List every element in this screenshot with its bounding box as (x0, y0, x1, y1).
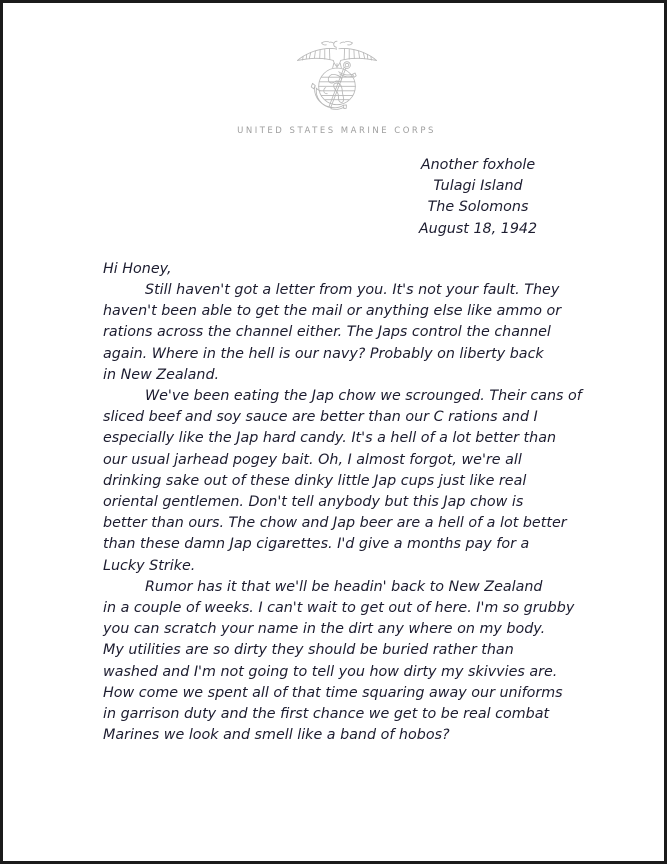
usmc-eagle-globe-anchor-icon (289, 29, 385, 123)
paper-sheet (3, 3, 664, 861)
paragraph-line: better than ours. The chow and Jap beer are a hell of a lot better (103, 515, 567, 532)
paragraph-line: you can scratch your name in the dirt any where on my body. (103, 621, 546, 638)
address-line-island: Tulagi Island (433, 178, 523, 195)
address-line-region: The Solomons (427, 199, 529, 216)
paragraph-line (103, 577, 583, 598)
paragraph-line-text: Rumor has it that we'll be headin' back to New Zealand (145, 578, 543, 595)
address-date-block (378, 155, 578, 240)
paragraph-line (103, 280, 583, 301)
paragraph-line: washed and I'm not going to tell you how dirty my skivvies are. (103, 663, 558, 680)
paragraph-line: My utilities are so dirty they should be buried rather than (103, 642, 514, 659)
paragraph-line: again. Where in the hell is our navy? Probably on liberty back (103, 345, 544, 362)
letter-paragraphs (103, 280, 583, 746)
paragraph-line: Marines we look and smell like a band of hobos? (103, 727, 450, 744)
paragraph-line: sliced beef and soy sauce are better than our C rations and I (103, 409, 538, 426)
paragraph-line (103, 386, 583, 407)
paragraph-line-text: We've been eating the Jap chow we scrounged. Their cans of (145, 388, 582, 405)
paragraph-line-text: Still haven't got a letter from you. It's not your fault. They (145, 282, 560, 298)
address-line-location: Another foxhole (420, 157, 536, 173)
paragraph-line: our usual jarhead pogey bait. Oh, I almost forgot, we're all (103, 451, 522, 468)
paragraph-line: in a couple of weeks. I can't wait to get out of here. I'm so grubby (103, 600, 575, 617)
paragraph-line: rations across the channel either. The Japs control the channel (103, 324, 551, 341)
paragraph-line: drinking sake out of these dinky little Jap cups just like real (103, 472, 527, 489)
letter-body (3, 155, 667, 855)
paragraph-line: oriental gentlemen. Don't tell anybody but this Jap chow is (103, 494, 524, 511)
letterhead (3, 29, 667, 136)
letterhead-caption: UNITED STATES MARINE CORPS (237, 126, 436, 136)
paragraph-3 (103, 577, 583, 747)
paragraph-line: than these damn Jap cigarettes. I'd give a months pay for a (103, 536, 530, 553)
paragraph-line: in New Zealand. (103, 366, 220, 383)
paragraph-2 (103, 386, 583, 577)
paragraph-line: haven't been able to get the mail or anything else like ammo or (103, 303, 562, 320)
salutation: Hi Honey, (103, 261, 172, 277)
paragraph-line: How come we spent all of that time squaring away our uniforms (103, 684, 563, 701)
paragraph-line: Lucky Strike. (103, 557, 196, 574)
paragraph-line: in garrison duty and the first chance we get to be real combat (103, 706, 550, 723)
address-line-date: August 18, 1942 (418, 220, 538, 237)
paragraph-line: especially like the Jap hard candy. It's a hell of a lot better than (103, 430, 557, 447)
paragraph-1 (103, 280, 583, 386)
